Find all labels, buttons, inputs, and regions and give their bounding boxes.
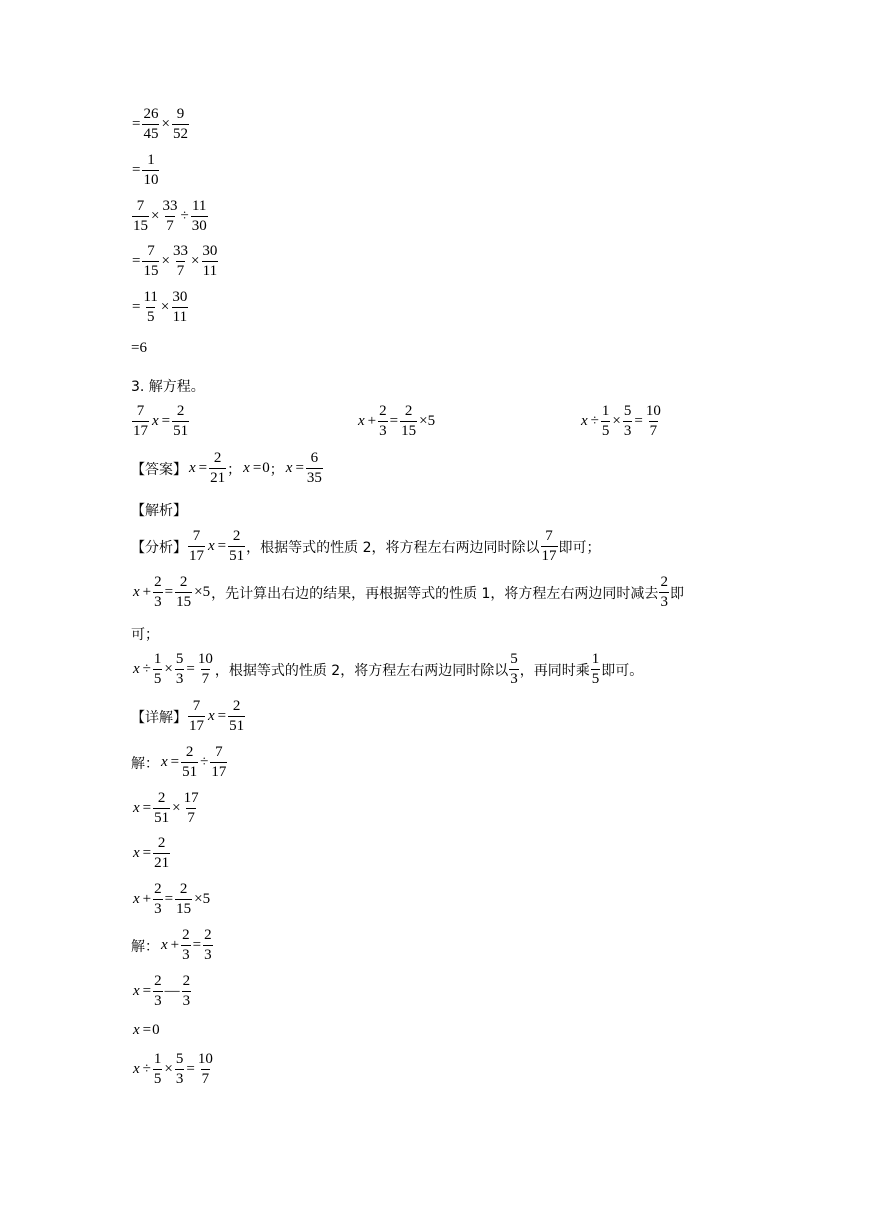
numerator: 7 — [136, 403, 145, 419]
numerator: 1 — [153, 651, 162, 667]
denominator: 7 — [176, 263, 185, 279]
numerator: 2 — [213, 450, 222, 466]
fraction — [153, 1052, 163, 1087]
numerator: 2 — [157, 790, 166, 806]
fraction — [175, 652, 185, 687]
numerator: 1 — [147, 152, 155, 168]
numerator: 11 — [143, 289, 158, 305]
denominator: 3 — [204, 947, 212, 963]
fraction — [153, 575, 163, 610]
numerator: 7 — [545, 528, 553, 544]
denominator: 15 — [176, 594, 192, 610]
fraction — [400, 404, 417, 439]
numerator: 2 — [154, 574, 162, 590]
denominator: 21 — [210, 470, 226, 486]
fraction — [172, 244, 189, 279]
fraction — [153, 974, 163, 1009]
fraction — [188, 699, 205, 734]
fraction — [132, 199, 149, 234]
answer-line: 【答案】 x = $\frac{2}{21}$ ； x = 0 ； x = $\frac{6}{35}$ — [131, 450, 322, 486]
fraction — [171, 290, 188, 325]
fraction — [210, 745, 227, 780]
calc-line-6: =6 — [131, 340, 147, 356]
numerator: 7 — [136, 198, 145, 214]
numerator: 2 — [176, 403, 185, 419]
fraction — [153, 652, 163, 687]
fraction — [601, 404, 611, 439]
denominator: 11 — [172, 309, 188, 325]
numerator: 26 — [143, 106, 159, 122]
numerator: 2 — [232, 528, 241, 544]
numerator: 2 — [179, 574, 188, 590]
denominator: 15 — [401, 423, 417, 439]
numerator: 2 — [157, 835, 166, 851]
fraction — [175, 575, 192, 610]
fraction — [172, 404, 189, 439]
fraction — [153, 836, 170, 871]
numerator: 2 — [232, 698, 241, 714]
denominator: 17 — [541, 548, 557, 564]
fraction — [197, 652, 214, 687]
denominator: 51 — [229, 718, 245, 734]
fraction — [645, 404, 662, 439]
denominator: 3 — [154, 594, 162, 610]
fraction — [188, 529, 205, 564]
numerator: 33 — [172, 243, 188, 259]
fraction — [175, 1052, 185, 1087]
denominator: 51 — [154, 810, 170, 826]
calc-line-1: = $\frac{26}{45}$ × $\frac{9}{52}$ — [132, 106, 188, 142]
denominator: 51 — [173, 423, 189, 439]
calc-line-4: = $\frac{7}{15}$ × $\frac{33}{7}$ × $\frac{30}{11}$ — [132, 243, 218, 279]
denominator: 45 — [143, 126, 159, 142]
step-3-eq: x ÷ $\frac{1}{5}$ × $\frac{5}{3}$ = $\frac{10}{7}$ — [133, 1051, 213, 1087]
denominator: 3 — [154, 901, 162, 917]
question-eq-3: x ÷ $\frac{1}{5}$ × $\frac{5}{3}$ = $\frac{10}{7}$ — [581, 403, 661, 439]
fraction — [182, 974, 192, 1009]
numerator: 10 — [197, 651, 213, 667]
fenxi-label: 【分析】 — [131, 539, 187, 556]
calc-line-2: = $\frac{1}{10}$ — [132, 152, 159, 188]
numerator: 2 — [179, 881, 188, 897]
fraction — [509, 652, 519, 687]
numerator: 7 — [147, 243, 155, 259]
fenxi-line-1: 【分析】 $\frac{7}{17}$ x = $\frac{2}{51}$ ，根据等式的性质 2，将方程左右两边同时除以 $\frac{7}{17}$ 即可； — [131, 528, 601, 564]
denominator: 21 — [154, 855, 170, 871]
denominator: 35 — [306, 470, 322, 486]
denominator: 17 — [211, 764, 227, 780]
fraction — [142, 153, 159, 188]
numerator: 2 — [379, 403, 387, 419]
denominator: 30 — [191, 218, 207, 234]
denominator: 5 — [153, 1071, 162, 1087]
answer-label: 【答案】 — [131, 461, 187, 478]
operator: — — [164, 983, 180, 999]
numerator: 2 — [182, 973, 191, 989]
fraction — [209, 451, 226, 486]
xiangjie-label: 【详解】 — [131, 709, 187, 726]
fraction — [142, 107, 159, 142]
denominator: 3 — [510, 671, 518, 687]
denominator: 7 — [166, 218, 174, 234]
denominator: 3 — [182, 993, 191, 1009]
denominator: 3 — [175, 671, 184, 687]
numerator: 2 — [185, 744, 194, 760]
denominator: 15 — [143, 263, 159, 279]
numerator: 2 — [404, 403, 413, 419]
fraction — [228, 529, 245, 564]
numerator: 7 — [192, 528, 201, 544]
numerator: 6 — [310, 450, 319, 466]
numerator: 7 — [192, 698, 201, 714]
denominator: 5 — [601, 423, 610, 439]
step-1b: x = $\frac{2}{51}$ × $\frac{17}{7}$ — [133, 790, 199, 826]
numerator: 2 — [154, 881, 162, 897]
denominator: 3 — [154, 993, 162, 1009]
fraction — [623, 404, 633, 439]
fraction — [153, 791, 170, 826]
denominator: 7 — [201, 671, 210, 687]
fenxi-line-2-cont: 可； — [131, 627, 159, 643]
step-1a: 解： x = $\frac{2}{51}$ ÷ $\frac{7}{17}$ — [131, 744, 227, 780]
fraction — [197, 1052, 214, 1087]
denominator: 7 — [187, 810, 195, 826]
numerator: 1 — [601, 403, 610, 419]
step-2c: x = 0 — [133, 1022, 160, 1038]
fraction — [132, 404, 149, 439]
question-eq-2: x + $\frac{2}{3}$ = $\frac{2}{15}$ ×5 — [358, 403, 436, 439]
denominator: 5 — [153, 671, 162, 687]
denominator: 7 — [201, 1071, 210, 1087]
step-2b: x = $\frac{2}{3}$ — $\frac{2}{3}$ — [133, 973, 191, 1009]
denominator: 3 — [379, 423, 387, 439]
numerator: 33 — [162, 198, 178, 214]
numerator: 5 — [175, 651, 184, 667]
denominator: 3 — [175, 1071, 184, 1087]
fraction — [183, 791, 200, 826]
numerator: 2 — [204, 927, 212, 943]
step-2-eq: x + $\frac{2}{3}$ = $\frac{2}{15}$ ×5 — [133, 881, 211, 917]
fraction — [591, 652, 601, 687]
fraction — [142, 290, 158, 325]
question-title: 3. 解方程。 — [131, 379, 205, 395]
numerator: 30 — [202, 243, 218, 259]
denominator: 51 — [182, 764, 198, 780]
fraction — [181, 745, 198, 780]
denominator: 5 — [146, 309, 155, 325]
fenxi-line-3: x ÷ $\frac{1}{5}$ × $\frac{5}{3}$ = $\frac{10}{7}$ ，根据等式的性质 2，将方程左右两边同时除以 $\frac{5}{3}$ ，再同时乘 $\frac{1}{5}$ 即可。 — [133, 651, 644, 687]
fraction — [659, 575, 669, 610]
fraction — [228, 699, 245, 734]
question-eq-1: $\frac{7}{17}$ x = $\frac{2}{51}$ — [133, 403, 189, 439]
xiangjie-line-1: 【详解】 $\frac{7}{17}$ x = $\frac{2}{51}$ — [131, 698, 245, 734]
fraction — [161, 199, 178, 234]
denominator: 3 — [182, 947, 190, 963]
numerator: 5 — [175, 1051, 184, 1067]
numerator: 10 — [645, 403, 661, 419]
denominator: 10 — [143, 172, 159, 188]
denominator: 15 — [133, 218, 148, 234]
denominator: 3 — [660, 594, 668, 610]
fraction — [201, 244, 218, 279]
fraction — [175, 882, 192, 917]
calc-line-3: $\frac{7}{15}$ × $\frac{33}{7}$ ÷ $\frac{11}{30}$ — [133, 198, 207, 234]
step-1c: x = $\frac{2}{21}$ — [133, 835, 170, 871]
denominator: 15 — [176, 901, 192, 917]
numerator: 9 — [176, 106, 185, 122]
denominator: 17 — [189, 548, 204, 564]
step-2a: 解： x + $\frac{2}{3}$ = $\frac{2}{3}$ — [131, 927, 212, 963]
denominator: 5 — [591, 671, 600, 687]
numerator: 2 — [660, 574, 668, 590]
numerator: 1 — [153, 1051, 162, 1067]
numerator: 30 — [172, 289, 188, 305]
numerator: 2 — [154, 973, 162, 989]
fraction — [142, 244, 159, 279]
fraction — [306, 451, 323, 486]
numerator: 2 — [182, 927, 190, 943]
denominator: 17 — [133, 423, 148, 439]
denominator: 17 — [189, 718, 204, 734]
numerator: 5 — [623, 403, 632, 419]
numerator: 5 — [510, 651, 518, 667]
denominator: 11 — [202, 263, 218, 279]
fraction — [203, 928, 213, 963]
numerator: 10 — [197, 1051, 213, 1067]
denominator: 7 — [649, 423, 658, 439]
fraction — [172, 107, 189, 142]
denominator: 52 — [172, 126, 188, 142]
fraction — [541, 529, 558, 564]
calc-line-5: = $\frac{11}{5}$ × $\frac{30}{11}$ — [132, 289, 188, 325]
numerator: 11 — [191, 198, 207, 214]
fraction — [153, 882, 163, 917]
numerator: 17 — [183, 790, 199, 806]
fraction — [181, 928, 191, 963]
fraction — [191, 199, 208, 234]
fenxi-line-2: x + $\frac{2}{3}$ = $\frac{2}{15}$ ×5 ，先计算出右边的结果，再根据等式的性质 1，将方程左右两边同时减去 $\frac{2}{3}$ 即 — [133, 574, 684, 610]
jiexi-label: 【解析】 — [131, 503, 187, 519]
numerator: 7 — [215, 744, 223, 760]
denominator: 51 — [229, 548, 245, 564]
fraction — [378, 404, 388, 439]
numerator: 1 — [591, 651, 600, 667]
denominator: 3 — [623, 423, 632, 439]
